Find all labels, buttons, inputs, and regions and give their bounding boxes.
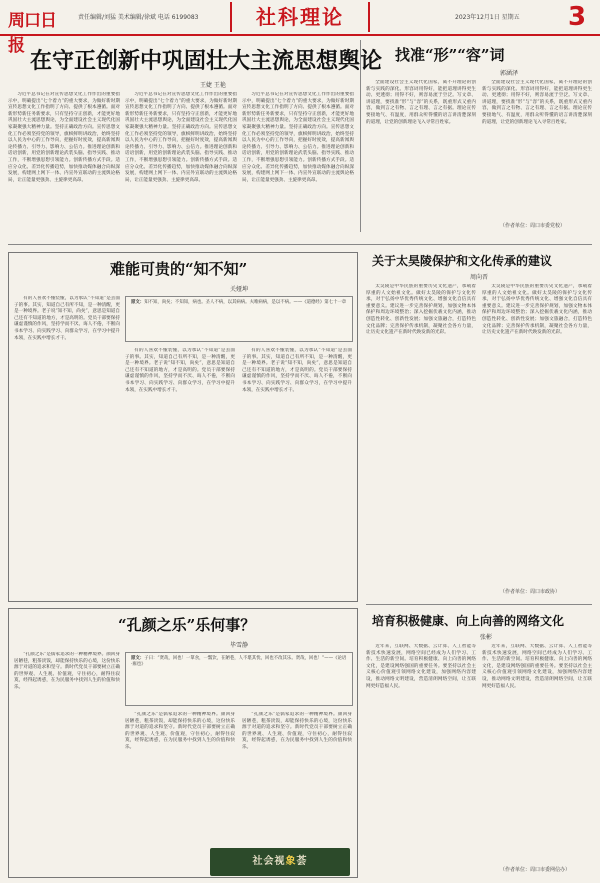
article-byline: 郭涵泽 — [500, 70, 519, 77]
article-paragraph: 习近平总书记在对宣传思想文化工作作出的重要指示中，明确提出“七个着力”的重大要求，为做好新时期宣传思想文化工作指明了方向、提供了根本遵循。面对新形势新任务新要求，只有坚持守正创新，才能更好地巩固壮大主流思想舆论，为全面建设社会主义现代化国家凝聚强大精神力量。坚持正确政治方向。宣传思想文化工作必须坚持党的领导，旗帜鲜明讲政治，始终坚持以人民为中心的工作导向，把握好时度效，提高新闻舆论传播力、引导力、影响力、公信力。推进理论创新和话语创新，用党的创新理论武装头脑、指导实践、推动工作，不断增强思想引领能力。创新传播方式手段。适应分众化、差异化传播趋势，加快推动媒体融合向纵深发展，构建网上网下一体、内宣外宣联动的主流舆论格局，让正能量更强劲、主旋律更高昂。 — [8, 92, 120, 183]
article-body — [242, 712, 352, 842]
article-title: 关于太昊陵保护和文化传承的建议 — [372, 254, 553, 268]
article-body — [125, 348, 235, 598]
article-paragraph: 习近平总书记在对宣传思想文化工作作出的重要指示中，明确提出“七个着力”的重大要求，为做好新时期宣传思想文化工作指明了方向、提供了根本遵循。面对新形势新任务新要求，只有坚持守正创新，才能更好地巩固壮大主流思想舆论，为全面建设社会主义现代化国家凝聚强大精神力量。坚持正确政治方向。宣传思想文化工作必须坚持党的领导，旗帜鲜明讲政治，始终坚持以人民为中心的工作导向，把握好时度效，提高新闻舆论传播力、引导力、影响力、公信力。推进理论创新和话语创新，用党的创新理论武装头脑、指导实践、推动工作，不断增强思想引领能力。创新传播方式手段。适应分众化、差异化传播趋势，加快推动媒体融合向纵深发展，构建网上网下一体、内宣外宣联动的主流舆论格局，让正能量更强劲、主旋律更高昂。 — [125, 92, 237, 183]
article-title: 在守正创新中巩固壮大主流思想舆论 — [30, 48, 383, 74]
banner-text: 荟 — [296, 856, 308, 867]
quote-text: 子曰：“贤哉，回也！一箪食，一瓢饮，在陋巷，人不堪其忧，回也不改其乐。贤哉，回也！”——《论语·雍也》 — [131, 656, 347, 668]
section-title: 社科理论 — [230, 2, 370, 32]
quote-box — [125, 296, 353, 342]
article-paragraph: 有的人喜欢不懂装懂，以为承认“不知道”是丢面子的事。其实，知道自己有所不知，是一种清醒，更是一种境界。老子说“知不知，尚矣”，意思是知道自己还有不知道的地方，才是高明的。党员干部要保持谦虚谨慎的作风，坚持学而不厌、诲人不倦，不断向书本学习、向实践学习、向群众学习，在学习中提升本领，在实践中增长才干。 — [242, 348, 352, 393]
article-body — [14, 652, 120, 872]
article-byline: 毕雪静 — [230, 642, 249, 649]
article-body — [14, 296, 120, 596]
quote-label: 原文： — [131, 656, 145, 661]
article-title: 培育积极健康、向上向善的网络文化 — [372, 614, 565, 628]
article-title: “孔颜之乐”乐何事？ — [118, 616, 256, 634]
article-paragraph: 近年来，互联网、大数据、云计算、人工智能等新技术快速发展，网络空间已经成为人们学习、工作、生活的新空间。培育积极健康、向上向善的网络文化，是建设网络强国的重要任务。要坚持以社会主义核心价值观引领网络文化建设，加强网络内容建设，推动网络文明建设，营造清朗网络空间，让互联网更好造福人民。 — [366, 644, 476, 689]
banner-text: 社会视 — [252, 856, 286, 867]
date-line: 2023年12月1日 星期五 — [455, 14, 520, 21]
article-byline: 关娅坤 — [230, 286, 249, 293]
article-paragraph: “孔颜之乐”是儒家追求的一种精神境界。颜回身居陋巷，粗茶淡饭，却能保持快乐的心境，这份快乐源于对道的追求和坚守。新时代党员干部要树立正确的世界观、人生观、价值观，守住初心，耐得住寂寞，经得起诱惑，在为民服务中找到人生的价值和快乐。 — [125, 712, 235, 750]
section-divider — [8, 244, 592, 245]
article-body — [242, 92, 354, 242]
article-paragraph: 太昊陵是中华民族的重要历史文化遗产，承载着厚重的人文始祖文化。做好太昊陵的保护与文化传承，对于弘扬中华优秀传统文化、增强文化自信具有重要意义。建议进一步完善保护规划，加强文物本体保护和周边环境整治；深入挖掘伏羲文化内涵，推动创造性转化、创新性发展；加强文旅融合，打造特色文化品牌；完善保护传承机制，凝聚社会各方力量，让历史文化遗产在新时代焕发新的光彩。 — [482, 284, 592, 336]
article-title: 找准“形”“容”词 — [395, 46, 505, 64]
article-paragraph: 太昊陵是中华民族的重要历史文化遗产，承载着厚重的人文始祖文化。做好太昊陵的保护与文化传承，对于弘扬中华优秀传统文化、增强文化自信具有重要意义。建议进一步完善保护规划，加强文物本体保护和周边环境整治；深入挖掘伏羲文化内涵，推动创造性转化、创新性发展；加强文旅融合，打造特色文化品牌；完善保护传承机制，凝聚社会各方力量，让历史文化遗产在新时代焕发新的光彩。 — [366, 284, 476, 336]
article-byline: 周向晋 — [470, 274, 489, 281]
banner-accent: 象 — [285, 856, 297, 867]
newspaper-logo: 周口日报 — [8, 11, 56, 56]
article-body — [125, 712, 235, 842]
article-body — [125, 92, 237, 242]
article-body — [366, 80, 476, 230]
article-body — [366, 284, 476, 599]
source-note: （作者单位：周口市政协） — [500, 589, 561, 595]
article-paragraph: 有的人喜欢不懂装懂，以为承认“不知道”是丢面子的事。其实，知道自己有所不知，是一种清醒，更是一种境界。老子说“知不知，尚矣”，意思是知道自己还有不知道的地方，才是高明的。党员干部要保持谦虚谨慎的作风，坚持学而不厌、诲人不倦，不断向书本学习、向实践学习、向群众学习，在学习中提升本领，在实践中增长才干。 — [14, 296, 120, 341]
article-paragraph: 有的人喜欢不懂装懂，以为承认“不知道”是丢面子的事。其实，知道自己有所不知，是一种清醒，更是一种境界。老子说“知不知，尚矣”，意思是知道自己还有不知道的地方，才是高明的。党员干部要保持谦虚谨慎的作风，坚持学而不厌、诲人不倦，不断向书本学习、向实践学习、向群众学习，在学习中提升本领，在实践中增长才干。 — [125, 348, 235, 393]
source-note: （作者单位：周口市委网信办） — [500, 867, 571, 873]
article-paragraph: 全面建设社会主义现代化国家，离不开理论的创新与实践的深化。形容词用得好，能把道理讲得更生动、更透彻；用得不好，则容易流于空泛。写文章、讲道理，要找准“形”与“容”的关系，既重形式又重内容，做到言之有物、言之有理、言之有据。理论宣传要接地气、有温度，用群众听得懂的语言讲清楚深刻的道理，让党的创新理论飞入寻常百姓家。 — [366, 80, 476, 125]
article-paragraph: 全面建设社会主义现代化国家，离不开理论的创新与实践的深化。形容词用得好，能把道理讲得更生动、更透彻；用得不好，则容易流于空泛。写文章、讲道理，要找准“形”与“容”的关系，既重形式又重内容，做到言之有物、言之有理、言之有据。理论宣传要接地气、有温度，用群众听得懂的语言讲清楚深刻的道理，让党的创新理论飞入寻常百姓家。 — [482, 80, 592, 125]
article-paragraph: 近年来，互联网、大数据、云计算、人工智能等新技术快速发展，网络空间已经成为人们学习、工作、生活的新空间。培育积极健康、向上向善的网络文化，是建设网络强国的重要任务。要坚持以社会主义核心价值观引领网络文化建设，加强网络内容建设，推动网络文明建设，营造清朗网络空间，让互联网更好造福人民。 — [482, 644, 592, 689]
article-byline: 张彬 — [480, 634, 493, 641]
article-body — [8, 92, 120, 242]
editor-line: 责任编辑/刘猛 美术编辑/徐斌 电话 6199083 — [78, 14, 199, 21]
article-body — [482, 284, 592, 584]
article-paragraph: “孔颜之乐”是儒家追求的一种精神境界。颜回身居陋巷，粗茶淡饭，却能保持快乐的心境，这份快乐源于对道的追求和坚守。新时代党员干部要树立正确的世界观、人生观、价值观，守住初心，耐得住寂寞，经得起诱惑，在为民服务中找到人生的价值和快乐。 — [14, 652, 120, 690]
article-paragraph: “孔颜之乐”是儒家追求的一种精神境界。颜回身居陋巷，粗茶淡饭，却能保持快乐的心境，这份快乐源于对道的追求和坚守。新时代党员干部要树立正确的世界观、人生观、价值观，守住初心，耐得住寂寞，经得起诱惑，在为民服务中找到人生的价值和快乐。 — [242, 712, 352, 750]
article-title: 难能可贵的“知不知” — [110, 260, 248, 278]
section-divider — [366, 604, 592, 605]
quote-label: 原文： — [131, 300, 145, 305]
article-paragraph: 习近平总书记在对宣传思想文化工作作出的重要指示中，明确提出“七个着力”的重大要求，为做好新时期宣传思想文化工作指明了方向、提供了根本遵循。面对新形势新任务新要求，只有坚持守正创新，才能更好地巩固壮大主流思想舆论，为全面建设社会主义现代化国家凝聚强大精神力量。坚持正确政治方向。宣传思想文化工作必须坚持党的领导，旗帜鲜明讲政治，始终坚持以人民为中心的工作导向，把握好时度效，提高新闻舆论传播力、引导力、影响力、公信力。推进理论创新和话语创新，用党的创新理论武装头脑、指导实践、推动工作，不断增强思想引领能力。创新传播方式手段。适应分众化、差异化传播趋势，加快推动媒体融合向纵深发展，构建网上网下一体、内宣外宣联动的主流舆论格局，让正能量更强劲、主旋律更高昂。 — [242, 92, 354, 183]
article-body — [482, 80, 592, 220]
source-note: （作者单位：周口市委党校） — [500, 223, 566, 229]
footer-banner — [210, 848, 350, 876]
column-divider — [360, 40, 361, 232]
article-body — [242, 348, 352, 598]
article-byline: 王婕 王艳 — [200, 82, 226, 89]
article-body — [366, 644, 476, 876]
quote-text: 知不知，尚矣；不知知，病也。圣人不病，以其病病。夫唯病病，是以不病。——《道德经》第七十一章 — [144, 300, 347, 305]
page-number: 3 — [568, 2, 587, 32]
article-body — [482, 644, 592, 862]
quote-box — [125, 652, 353, 706]
